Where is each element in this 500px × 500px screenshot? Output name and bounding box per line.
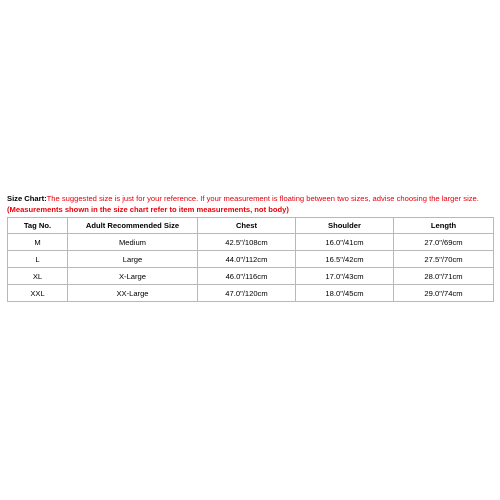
cell-shoulder: 18.0"/45cm — [296, 285, 394, 302]
size-table — [7, 217, 494, 302]
cell-shoulder: 17.0"/43cm — [296, 268, 394, 285]
cell-tag: M — [8, 234, 68, 251]
table-row — [8, 251, 494, 268]
header-recommended-size: Adult Recommended Size — [68, 218, 198, 234]
size-chart-measurement-note: (Measurements shown in the size chart refer to item measurements, not body) — [7, 205, 289, 214]
size-chart-note: The suggested size is just for your reference. If your measurement is floating between two sizes, advise choosing the larger size. — [46, 194, 479, 203]
cell-chest: 42.5"/108cm — [198, 234, 296, 251]
cell-size: XX-Large — [68, 285, 198, 302]
cell-shoulder: 16.5"/42cm — [296, 251, 394, 268]
header-chest: Chest — [198, 218, 296, 234]
cell-size: Medium — [68, 234, 198, 251]
cell-tag: L — [8, 251, 68, 268]
cell-size: Large — [68, 251, 198, 268]
table-row — [8, 234, 494, 251]
header-tag-no: Tag No. — [8, 218, 68, 234]
table-header-row — [8, 218, 494, 234]
table-row — [8, 268, 494, 285]
cell-shoulder: 16.0"/41cm — [296, 234, 394, 251]
cell-length: 27.5"/70cm — [394, 251, 494, 268]
cell-length: 29.0"/74cm — [394, 285, 494, 302]
cell-chest: 46.0"/116cm — [198, 268, 296, 285]
cell-size: X-Large — [68, 268, 198, 285]
header-shoulder: Shoulder — [296, 218, 394, 234]
size-chart-intro — [7, 193, 493, 215]
cell-tag: XL — [8, 268, 68, 285]
cell-chest: 47.0"/120cm — [198, 285, 296, 302]
cell-chest: 44.0"/112cm — [198, 251, 296, 268]
table-row — [8, 285, 494, 302]
size-chart — [7, 193, 493, 302]
size-chart-label: Size Chart: — [7, 194, 47, 203]
header-length: Length — [394, 218, 494, 234]
cell-length: 28.0"/71cm — [394, 268, 494, 285]
cell-length: 27.0"/69cm — [394, 234, 494, 251]
cell-tag: XXL — [8, 285, 68, 302]
